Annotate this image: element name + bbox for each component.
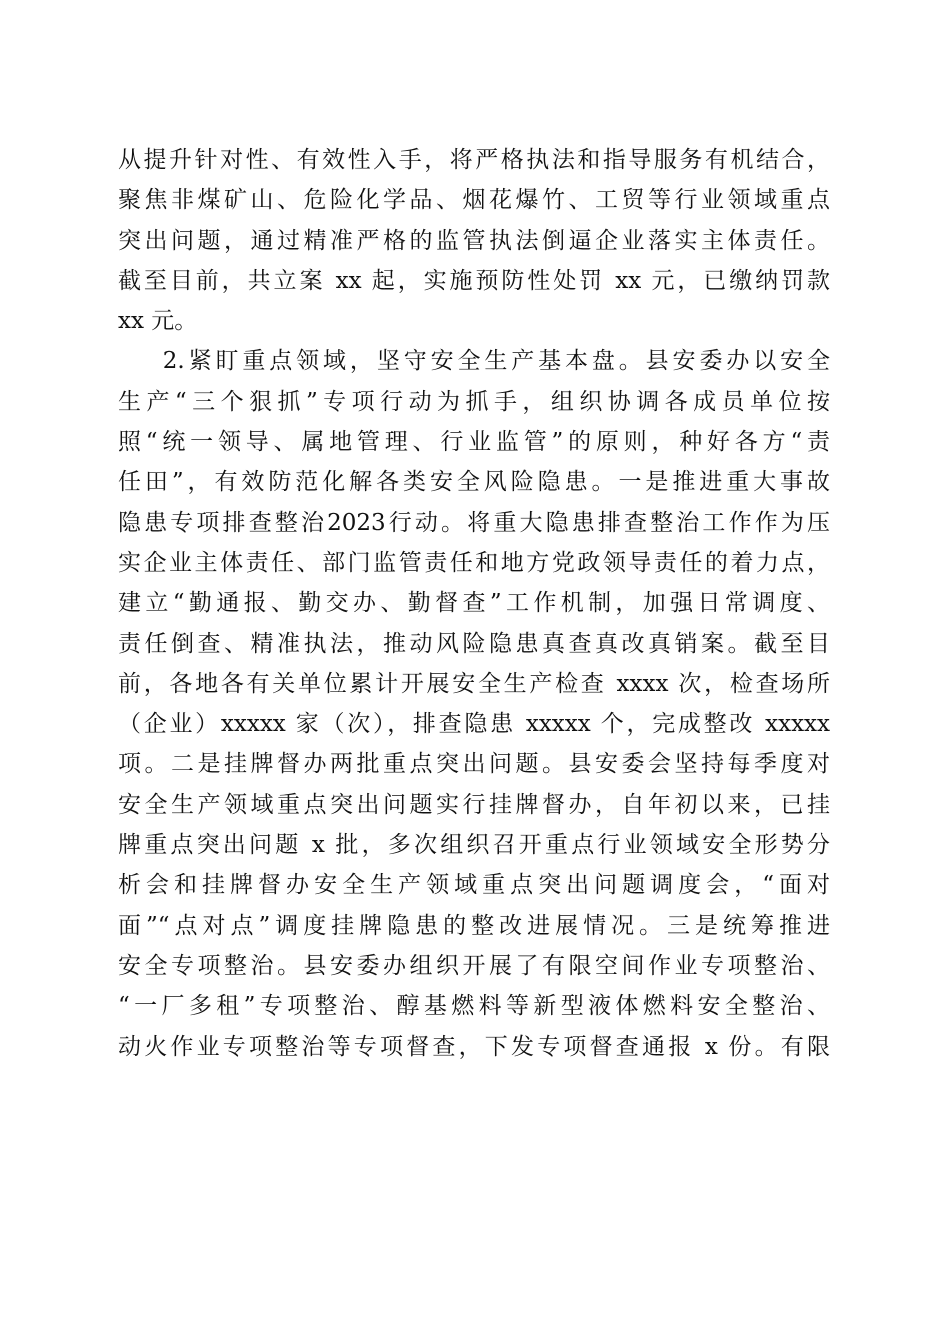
text-line-10: 隐患专项排查整治2023行动。将重大隐患排查整治工作作为压	[118, 509, 830, 536]
text-line-9: 任田”，有效防范化解各类安全风险隐患。一是推进重大事故	[118, 469, 830, 496]
text-line-11: 实企业主体责任、部门监管责任和地方党政领导责任的着力点，	[118, 549, 830, 576]
text-line-20: 面”“点对点”调度挂牌隐患的整改进展情况。三是统筹推进	[118, 912, 830, 939]
text-line-6: 2.紧盯重点领域，坚守安全生产基本盘。县安委办以安全	[118, 348, 830, 375]
text-line-3: 突出问题，通过精准严格的监管执法倒逼企业落实主体责任。	[118, 227, 830, 254]
body-text	[118, 140, 830, 1067]
text-line-8: 照“统一领导、属地管理、行业监管”的原则，种好各方“责	[118, 429, 830, 456]
text-line-17: 安全生产领域重点突出问题实行挂牌督办，自年初以来，已挂	[118, 791, 830, 818]
text-line-2: 聚焦非煤矿山、危险化学品、烟花爆竹、工贸等行业领域重点	[118, 187, 830, 214]
text-line-14: 前，各地各有关单位累计开展安全生产检查 xxxx 次，检查场所	[118, 670, 830, 697]
text-line-12: 建立“勤通报、勤交办、勤督查”工作机制，加强日常调度、	[118, 590, 830, 617]
text-line-16: 项。二是挂牌督办两批重点突出问题。县安委会坚持每季度对	[118, 751, 830, 778]
text-line-7: 生产“三个狠抓”专项行动为抓手，组织协调各成员单位按	[118, 388, 830, 415]
text-line-1: 从提升针对性、有效性入手，将严格执法和指导服务有机结合，	[118, 147, 830, 173]
text-line-4: 截至目前，共立案 xx 起，实施预防性处罚 xx 元，已缴纳罚款	[118, 267, 830, 294]
text-line-21: 安全专项整治。县安委办组织开展了有限空间作业专项整治、	[118, 952, 830, 979]
text-line-5: xx 元。	[118, 308, 198, 335]
text-line-18: 牌重点突出问题 x 批，多次组织召开重点行业领域安全形势分	[118, 832, 830, 859]
text-line-15: （企业）xxxxx 家（次），排查隐患 xxxxx 个，完成整改 xxxxx	[118, 711, 830, 738]
text-line-19: 析会和挂牌督办安全生产领域重点突出问题调度会，“面对	[118, 872, 830, 899]
text-line-23: 动火作业专项整治等专项督查，下发专项督查通报 x 份。有限	[118, 1033, 830, 1060]
text-line-13: 责任倒查、精准执法，推动风险隐患真查真改真销案。截至目	[118, 630, 830, 657]
text-line-22: “一厂多租”专项整治、醇基燃料等新型液体燃料安全整治、	[118, 993, 830, 1020]
